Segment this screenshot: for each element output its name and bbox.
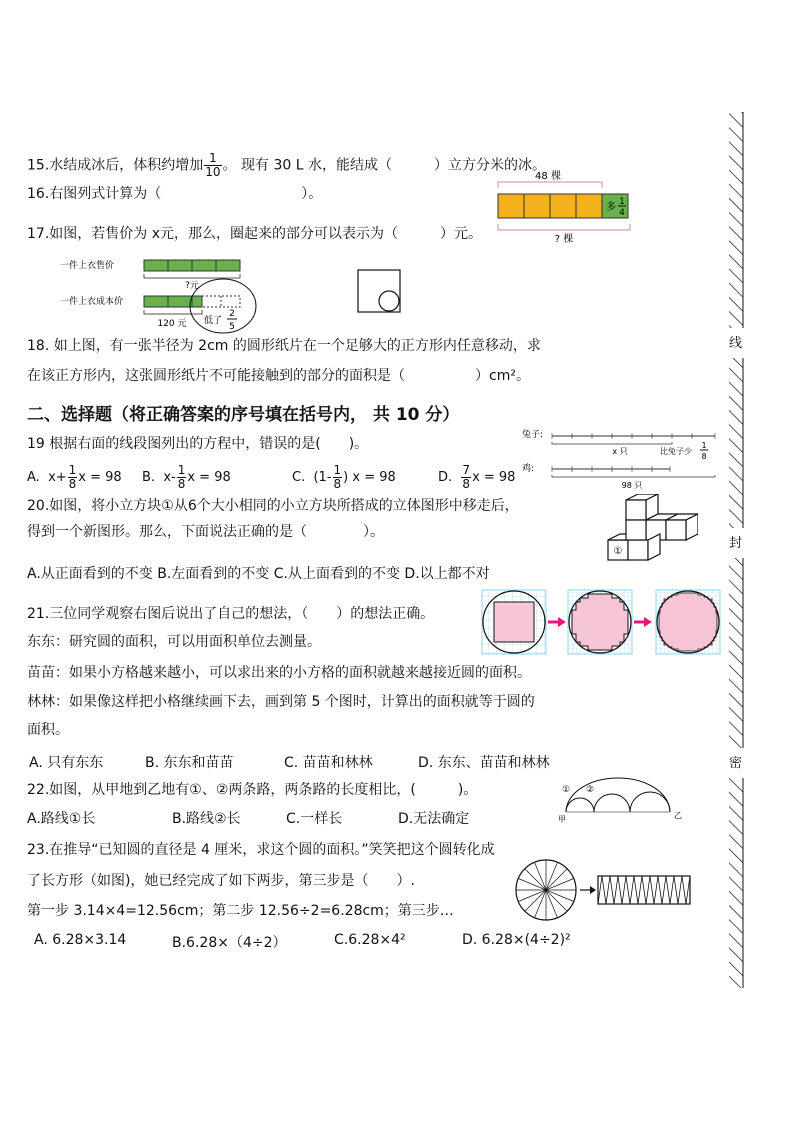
question-21-line1: 21.三位同学观察右图后说出了自己的想法，（ ）的想法正确。 <box>27 606 435 622</box>
q22-option-c[interactable]: C.一样长 <box>286 811 343 827</box>
q22-route-figure <box>556 774 696 830</box>
question-23-line3: 第一步 3.14×4=12.56cm；第二步 12.56÷2=6.28cm；第三步… <box>27 903 454 919</box>
question-18-line2: 在该正方形内，这张圆形纸片不可能接触到的部分的面积是（ ）cm²。 <box>27 368 530 384</box>
q23-option-d[interactable]: D. 6.28×(4÷2)² <box>462 932 571 948</box>
svg-text:98 只: 98 只 <box>621 481 643 490</box>
svg-text:①: ① <box>562 785 571 795</box>
q17-sell-label: 一件上衣售价 <box>60 261 115 271</box>
q22-option-a[interactable]: A.路线①长 <box>27 811 96 827</box>
svg-text:鸡:: 鸡: <box>522 464 535 474</box>
q17-cost-label: 一件上衣成本价 <box>60 297 124 307</box>
q16-bar-figure <box>494 168 634 248</box>
q23-circle-to-rectangle-figure <box>510 854 695 924</box>
svg-text:甲: 甲 <box>558 815 566 824</box>
question-23-line2: 了长方形（如图)，她已经完成了如下两步，第三步是（ ）. <box>27 873 415 889</box>
section-2-title: 二、选择题（将正确答案的序号填在括号内， 共 10 分） <box>27 405 460 425</box>
svg-text:乙: 乙 <box>674 811 682 820</box>
q20-cube-figure <box>604 494 698 566</box>
q23-option-c[interactable]: C.6.28×4² <box>334 932 406 948</box>
svg-text:比兔子少: 比兔子少 <box>660 447 692 456</box>
q18-square-circle-figure <box>356 268 404 316</box>
question-21-line5: 面积。 <box>27 722 69 738</box>
q16-more-label: 多 <box>606 202 616 213</box>
q17-bar-figure <box>56 252 266 336</box>
binding-char-feng: 封 <box>729 536 743 551</box>
question-22: 22.如图，从甲地到乙地有①、②两条路，两条路的长度相比，( )。 <box>27 782 478 798</box>
binding-char-xian: 线 <box>729 336 743 351</box>
svg-text:1: 1 <box>701 441 707 450</box>
svg-text:4: 4 <box>619 208 625 218</box>
q23-option-b[interactable]: B.6.28×（4÷2） <box>172 935 287 951</box>
q19-option-b[interactable]: B. x- $\frac{1}{8}$ x = 98 <box>142 463 231 491</box>
question-20-line1: 20.如图，将小立方块①从6个大小相同的小立方块所搭成的立体图形中移走后， <box>27 498 519 514</box>
svg-text:兔子:: 兔子: <box>522 430 544 440</box>
q19-option-a[interactable]: A. x+ $\frac{1}{8}$ x = 98 <box>27 463 122 491</box>
svg-text:②: ② <box>586 785 595 795</box>
q19-option-d[interactable]: D. $\frac{7}{8}$ x = 98 <box>438 463 516 491</box>
q22-option-b[interactable]: B.路线②长 <box>172 811 241 827</box>
q19-line-figure <box>520 424 720 494</box>
q21-option-d[interactable]: D. 东东、苗苗和林林 <box>418 755 550 771</box>
question-17: 17.如图，若售价为 x元，那么，圈起来的部分可以表示为（ ）元。 <box>27 226 482 242</box>
svg-text:5: 5 <box>229 322 235 332</box>
svg-text:x 只: x 只 <box>612 447 628 456</box>
q21-option-a[interactable]: A. 只有东东 <box>29 755 104 771</box>
question-21-line2: 东东：研究圆的面积，可以用面积单位去测量。 <box>27 634 321 650</box>
svg-text:?元: ?元 <box>185 281 199 291</box>
q15-text-a: 15.水结成冰后，体积约增加 <box>27 157 204 174</box>
q20-options: A.从正面看到的不变 B.左面看到的不变 C.从上面看到的不变 D.以上都不对 <box>27 566 490 582</box>
q15-fraction: $\frac{1}{10}$ <box>205 151 221 179</box>
q21-option-b[interactable]: B. 东东和苗苗 <box>145 755 234 771</box>
svg-text:①: ① <box>613 546 623 557</box>
binding-char-mi: 密 <box>729 756 743 771</box>
question-16: 16.右图列式计算为（ ）。 <box>27 186 323 202</box>
svg-text:低了: 低了 <box>204 316 223 326</box>
q22-option-d[interactable]: D.无法确定 <box>398 811 470 827</box>
svg-text:120 元: 120 元 <box>157 319 187 329</box>
question-21-line3: 苗苗：如果小方格越来越小，可以求出来的小方格的面积就越来越接近圆的面积。 <box>27 665 531 681</box>
question-18-line1: 18. 如上图，有一张半径为 2cm 的圆形纸片在一个足够大的正方形内任意移动，求 <box>27 338 541 354</box>
q16-bottom-label: ? 棵 <box>554 234 574 245</box>
svg-text:1: 1 <box>619 197 625 207</box>
q21-option-c[interactable]: C. 苗苗和林林 <box>284 755 373 771</box>
q15-text-b: 。 现有 30 L 水，能结成（ ）立方分米的冰。 <box>222 157 546 174</box>
question-23-line1: 23.在推导“已知圆的直径是 4 厘米，求这个圆的面积。”笑笑把这个圆转化成 <box>27 842 495 858</box>
q21-circle-grid-figure <box>480 588 725 660</box>
question-20-line2: 得到一个新图形。那么，下面说法正确的是（ ）。 <box>27 524 384 540</box>
q16-top-label: 48 棵 <box>535 171 561 182</box>
svg-text:2: 2 <box>229 309 235 319</box>
question-15 <box>27 152 546 179</box>
question-21-line4: 林林：如果像这样把小格继续画下去，画到第 5 个图时，计算出的面积就等于圆的 <box>27 694 535 710</box>
question-19: 19 根据右面的线段图列出的方程中，错误的是( )。 <box>27 436 369 452</box>
q23-option-a[interactable]: A. 6.28×3.14 <box>34 932 127 948</box>
q19-option-c[interactable]: C. (1- $\frac{1}{8}$ ) x = 98 <box>292 463 396 491</box>
svg-text:8: 8 <box>701 452 707 461</box>
